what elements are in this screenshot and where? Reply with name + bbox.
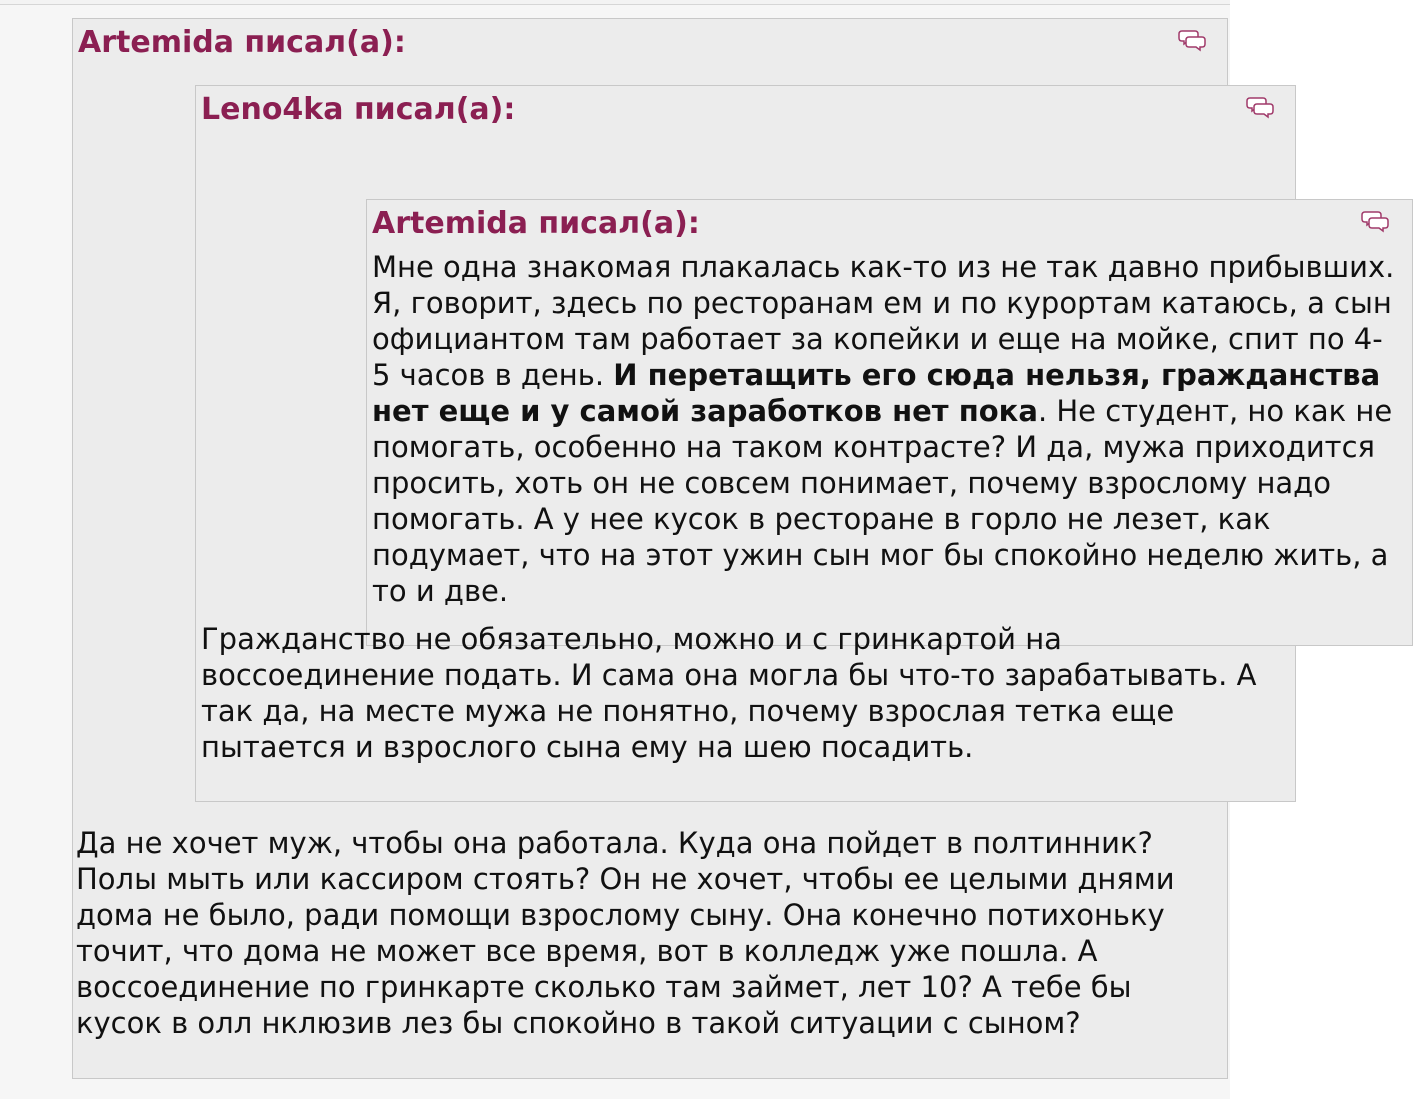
quote-author-middle: Leno4ka писал(а):	[201, 92, 516, 127]
quote-block-middle	[195, 85, 1395, 802]
quote-text-inner-part2: . Не студент, но как не помогать, особенно на таком контрасте? И да, мужа приходится просить, хоть он не совсем понимает, почему взрослому надо помогать. А у нее кусок в ресторане в горло не лезет, как подумает, что на этот ужин сын мог бы спокойно неделю жить, а то и две.	[372, 394, 1393, 608]
quote-bubbles-icon[interactable]	[1179, 29, 1205, 51]
quote-text-inner-bold: И перетащить его сюда нельзя, гражданства нет еще и у самой заработков нет пока	[372, 358, 1381, 428]
quote-bubbles-icon[interactable]	[1362, 210, 1388, 232]
quote-block-outer	[72, 18, 1395, 1079]
quote-text-middle: Гражданство не обязательно, можно и с гринкартой на воссоединение подать. И сама она могла бы что-то зарабатывать. А так да, на месте мужа не понятно, почему взрослая тетка еще пытается и взрослого сына ему на шею посадить.	[201, 622, 1257, 764]
quote-text-inner-part1: Мне одна знакомая плакалась как-то из не так давно прибывших. Я, говорит, здесь по ресторанам ем и по курортам катаюсь, а сын официантом там работает за копейки и еще на мойке, спит по 4-5 часов в день.	[372, 250, 1395, 392]
quote-author-inner: Artemida писал(а):	[372, 206, 700, 241]
reply-text-outer: Да не хочет муж, чтобы она работала. Куда она пойдет в полтинник? Полы мыть или кассиром стоять? Он не хочет, чтобы ее целыми днями дома не было, ради помощи взрослому сыну. Она конечно потихоньку точит, что дома не может все время, вот в колледж уже пошла. А воссоединение по гринкарте сколько там займет, лет 10? А тебе бы кусок в олл нклюзив лез бы спокойно в такой ситуации с сыном?	[76, 826, 1175, 1040]
quote-bubbles-icon[interactable]	[1247, 96, 1273, 118]
post-top-divider	[0, 0, 1230, 5]
quote-author-outer: Artemida писал(а):	[78, 25, 406, 60]
quote-block-inner	[366, 199, 1413, 646]
quote-text-inner	[372, 249, 1397, 609]
